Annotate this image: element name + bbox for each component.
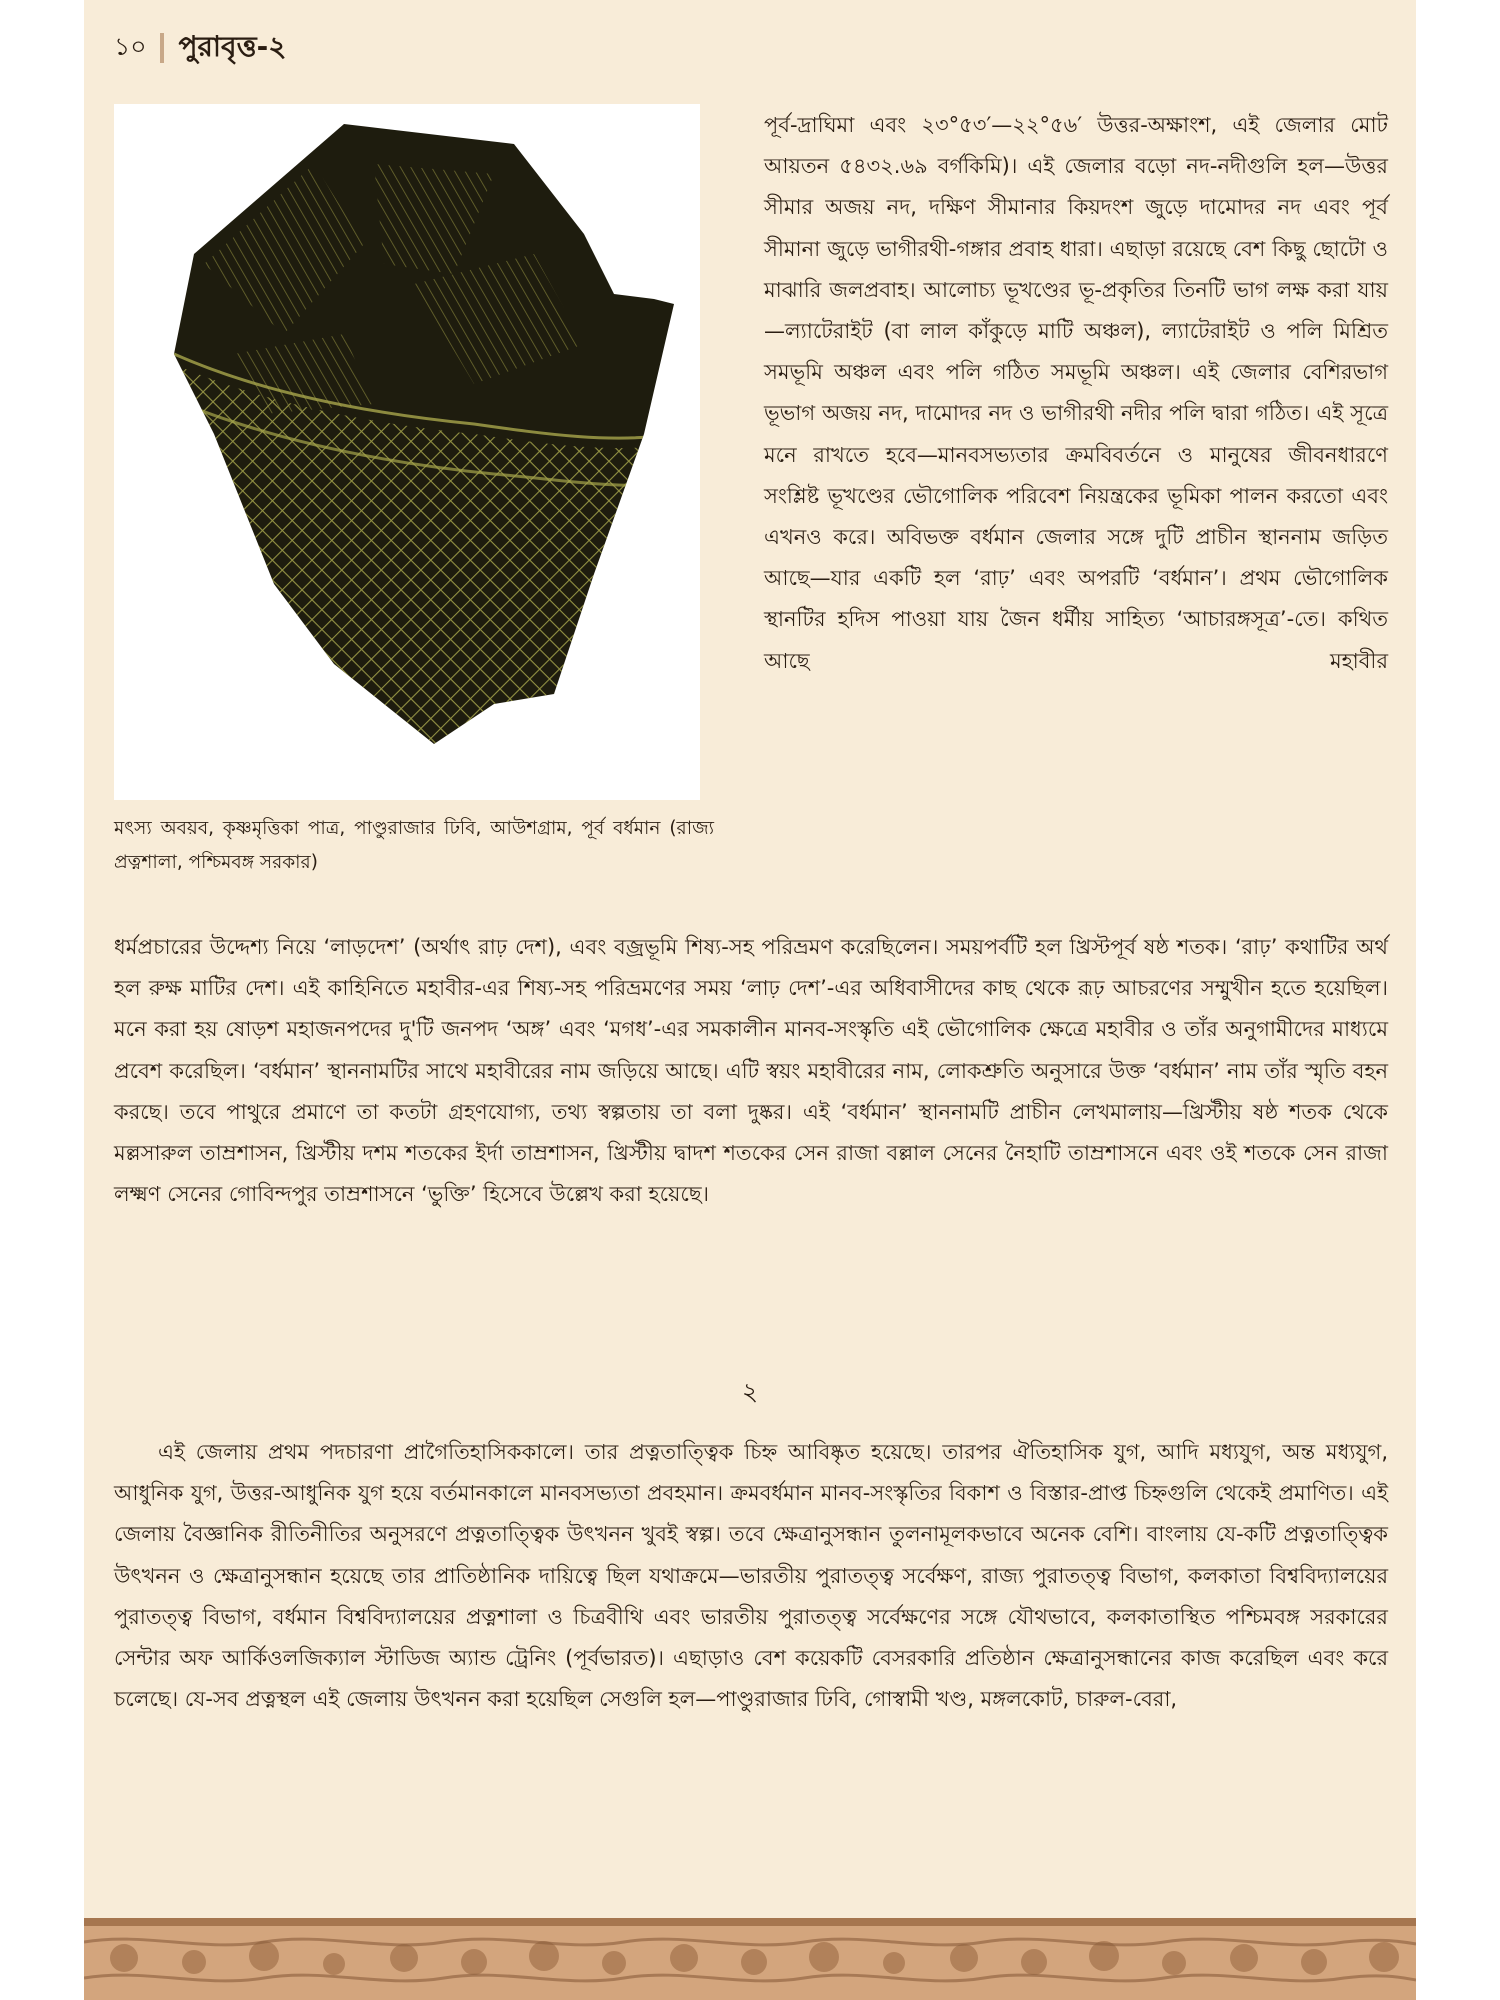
book-page <box>84 0 1416 2000</box>
figure-caption: মৎস্য অবয়ব, কৃষ্ণমৃত্তিকা পাত্র, পাণ্ডুরাজার ঢিবি, আউশগ্রাম, পূর্ব বর্ধমান (রাজ্য প্রত্নশালা, পশ্চিমবঙ্গ সরকার) <box>114 818 714 873</box>
full-width-paragraph <box>114 927 1388 1215</box>
pottery-sherd-photo <box>114 104 700 800</box>
running-title: পুরাবৃত্ত-২ <box>178 29 287 63</box>
page-number: ১০ <box>114 31 147 61</box>
section-number: ২ <box>741 1377 759 1406</box>
terracotta-frieze-decoration <box>84 1918 1416 2000</box>
header-divider <box>160 33 164 63</box>
right-column-paragraph: পূর্ব-দ্রাঘিমা এবং ২৩°৫৩′—২২°৫৬′ উত্তর-অক্ষাংশ, এই জেলার মোট আয়তন ৫৪৩২.৬৯ বর্গকিমি)। এই জেলার বড়ো নদ-নদীগুলি হল—উত্তর সীমার অজয় নদ, দক্ষিণ সীমানার কিয়দংশ জুড়ে দামোদর নদ এবং পূর্ব সীমানা জুড়ে ভাগীরথী-গঙ্গার প্রবাহ ধারা। এছাড়া রয়েছে বেশ কিছু ছোটো ও মাঝারি জলপ্রবাহ। আলোচ্য ভূখণ্ডের ভূ-প্রকৃতির তিনটি ভাগ লক্ষ করা যায়—ল্যাটেরাইট (বা লাল কাঁকুড়ে মাটি অঞ্চল), ল্যাটেরাইট ও পলি মিশ্রিত সমভূমি অঞ্চল এবং পলি গঠিত সমভূমি অঞ্চল। এই জেলার বেশিরভাগ ভূভাগ অজয় নদ, দামোদর নদ ও ভাগীরথী নদীর পলি দ্বারা গঠিত। এই সূত্রে মনে রাখতে হবে—মানবসভ্যতার ক্রমবিবর্তনে ও মানুষের জীবনধারণে সংশ্লিষ্ট ভূখণ্ডের ভৌগোলিক পরিবেশ নিয়ন্ত্রকের ভূমিকা পালন করতো এবং এখনও করে। অবিভক্ত বর্ধমান জেলার সঙ্গে দুটি প্রাচীন স্থাননাম জড়িত আছে—যার একটি হল ‘রাঢ়’ এবং অপরটি ‘বর্ধমান’। প্রথম ভৌগোলিক স্থানটির হদিস পাওয়া যায় জৈন ধর্মীয় সাহিত্য ‘আচারঙ্গসূত্র’-তে। কথিত আছে মহাবীর <box>764 113 1388 673</box>
full-width-paragraph-text: ধর্মপ্রচারের উদ্দেশ্য নিয়ে ‘লাড়দেশ’ (অর্থাৎ রাঢ় দেশ), এবং বজ্রভূমি শিষ্য-সহ পরিভ্রমণ করেছিলেন। সময়পর্বটি হল খ্রিস্টপূর্ব ষষ্ঠ শতক। ‘রাঢ়’ কথাটির অর্থ হল রুক্ষ মাটির দেশ। এই কাহিনিতে মহাবীর-এর শিষ্য-সহ পরিভ্রমণের সময় ‘লাঢ় দেশ’-এর অধিবাসীদের কাছ থেকে রূঢ় আচরণের সম্মুখীন হতে হয়েছিল। মনে করা হয় ষোড়শ মহাজনপদের দু'টি জনপদ ‘অঙ্গ’ এবং ‘মগধ’-এর সমকালীন মানব-সংস্কৃতি এই ভৌগোলিক ক্ষেত্রে মহাবীর ও তাঁর অনুগামীদের মাধ্যমে প্রবেশ করেছিল। ‘বর্ধমান’ স্থাননামটির সাথে মহাবীরের নাম জড়িয়ে আছে। এটি স্বয়ং মহাবীরের নাম, লোকশ্রুতি অনুসারে উক্ত ‘বর্ধমান’ নাম তাঁর স্মৃতি বহন করছে। তবে পাথুরে প্রমাণে তা কতটা গ্রহণযোগ্য, তথ্য স্বল্পতায় তা বলা দুষ্কর। এই ‘বর্ধমান’ স্থাননামটি প্রাচীন লেখমালায়—খ্রিস্টীয় ষষ্ঠ শতক থেকে মল্লসারুল তাম্রশাসন, খ্রিস্টীয় দশম শতকের ইর্দা তাম্রশাসন, খ্রিস্টীয় দ্বাদশ শতকের সেন রাজা বল্লাল সেনের নৈহাটি তাম্রশাসনে এবং ওই শতকে সেন রাজা লক্ষ্মণ সেনের গোবিন্দপুর তাম্রশাসনে ‘ভুক্তি’ হিসেবে উল্লেখ করা হয়েছে। <box>114 935 1388 1207</box>
section-2-paragraph: এই জেলায় প্রথম পদচারণা প্রাগৈতিহাসিককালে। তার প্রত্নতাত্ত্বিক চিহ্ন আবিষ্কৃত হয়েছে। তারপর ঐতিহাসিক যুগ, আদি মধ্যযুগ, অন্ত মধ্যযুগ, আধুনিক যুগ, উত্তর-আধুনিক যুগ হয়ে বর্তমানকালে মানবসভ্যতা প্রবহমান। ক্রমবর্ধমান মানব-সংস্কৃতির বিকাশ ও বিস্তার-প্রাপ্ত চিহ্নগুলি থেকেই প্রমাণিত। এই জেলায় বৈজ্ঞানিক রীতিনীতির অনুসরণে প্রত্নতাত্ত্বিক উৎখনন খুবই স্বল্প। তবে ক্ষেত্রানুসন্ধান তুলনামূলকভাবে অনেক বেশি। বাংলায় যে-কটি প্রত্নতাত্ত্বিক উৎখনন ও ক্ষেত্রানুসন্ধান হয়েছে তার প্রাতিষ্ঠানিক দায়িত্বে ছিল যথাক্রমে—ভারতীয় পুরাতত্ত্ব সর্বেক্ষণ, রাজ্য পুরাতত্ত্ব বিভাগ, কলকাতা বিশ্ববিদ্যালয়ের পুরাতত্ত্ব বিভাগ, বর্ধমান বিশ্ববিদ্যালয়ের প্রত্নশালা ও চিত্রবীথি এবং ভারতীয় পুরাতত্ত্ব সর্বেক্ষণের সঙ্গে যৌথভাবে, কলকাতাস্থিত পশ্চিমবঙ্গ সরকারের সেন্টার অফ আর্কিওলজিক্যাল স্টাডিজ অ্যান্ড ট্রেনিং (পূর্বভারত)। এছাড়াও বেশ কয়েকটি বেসরকারি প্রতিষ্ঠান ক্ষেত্রানুসন্ধানের কাজ করেছিল এবং করে চলেছে। যে-সব প্রত্নস্থল এই জেলায় উৎখনন করা হয়েছিল সেগুলি হল—পাণ্ডুরাজার ঢিবি, গোস্বামী খণ্ড, মঙ্গলকোট, চারুল-বেরা, <box>114 1440 1388 1712</box>
page-header <box>114 28 286 68</box>
